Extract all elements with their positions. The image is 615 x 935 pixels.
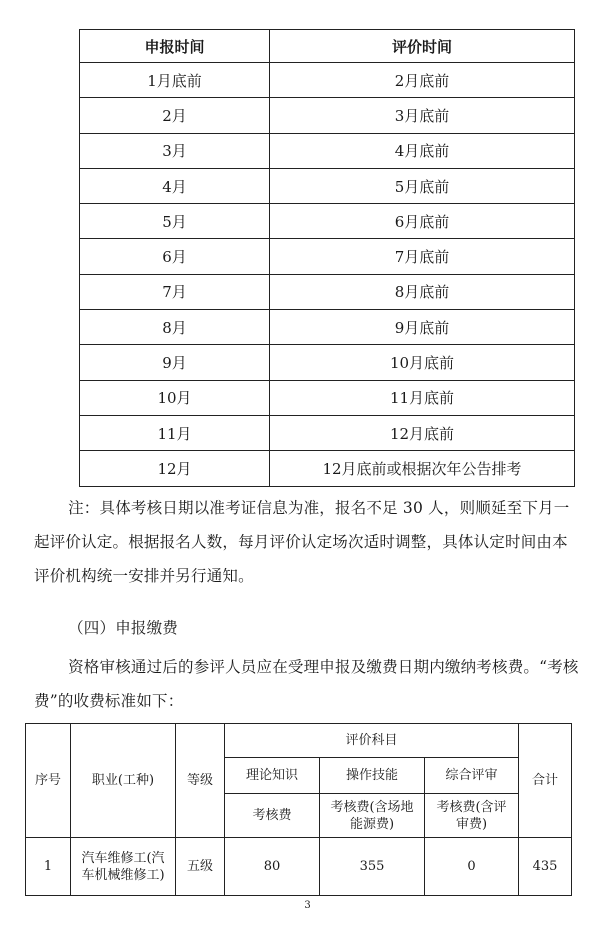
- schedule-row: [80, 204, 575, 239]
- apply-time-cell: 10月: [80, 380, 270, 415]
- evaluation-time-cell: 12月底前: [270, 415, 575, 450]
- apply-time-cell: 6月: [80, 239, 270, 274]
- fee-header-row-1: [26, 724, 572, 758]
- header-seq: 序号: [26, 724, 71, 838]
- evaluation-time-cell: 10月底前: [270, 345, 575, 380]
- header-fee-theory: 考核费: [225, 794, 320, 838]
- note-paragraph: 注：具体考核日期以准考证信息为准，报名不足 30 人，则顺延至下月一起评价认定。根据报名人数，每月评价认定场次适时调整，具体认定时间由本评价机构统一安排并另行通知。: [34, 499, 570, 585]
- schedule-row: [80, 63, 575, 98]
- cell-review-fee: 0: [425, 838, 519, 896]
- apply-time-cell: 4月: [80, 168, 270, 203]
- header-skill: 操作技能: [320, 758, 425, 794]
- header-occupation: 职业(工种): [71, 724, 176, 838]
- schedule-table: [79, 29, 575, 487]
- evaluation-time-cell: 2月底前: [270, 63, 575, 98]
- apply-time-cell: 11月: [80, 415, 270, 450]
- header-fee-review: 考核费(含评审费): [425, 794, 519, 838]
- header-review: 综合评审: [425, 758, 519, 794]
- cell-occupation: 汽车维修工(汽车机械维修工): [71, 838, 176, 896]
- fee-table: [25, 723, 572, 896]
- schedule-row: [80, 415, 575, 450]
- section-heading: （四）申报缴费: [68, 619, 178, 637]
- cell-total: 435: [519, 838, 572, 896]
- apply-time-cell: 7月: [80, 274, 270, 309]
- evaluation-time-cell: 8月底前: [270, 274, 575, 309]
- header-level: 等级: [176, 724, 225, 838]
- apply-time-cell: 8月: [80, 310, 270, 345]
- cell-level: 五级: [176, 838, 225, 896]
- schedule-body: [80, 63, 575, 487]
- page-number: 3: [304, 900, 311, 911]
- cell-theory-fee: 80: [225, 838, 320, 896]
- schedule-row: [80, 310, 575, 345]
- header-total: 合计: [519, 724, 572, 838]
- cell-seq: 1: [26, 838, 71, 896]
- evaluation-time-cell: 9月底前: [270, 310, 575, 345]
- evaluation-time-cell: 6月底前: [270, 204, 575, 239]
- header-theory: 理论知识: [225, 758, 320, 794]
- schedule-row: [80, 239, 575, 274]
- evaluation-time-cell: 11月底前: [270, 380, 575, 415]
- apply-time-cell: 12月: [80, 451, 270, 486]
- fee-data-row: [26, 838, 572, 896]
- apply-time-cell: 5月: [80, 204, 270, 239]
- header-evaluation-time: 评价时间: [270, 30, 575, 63]
- schedule-row: [80, 380, 575, 415]
- apply-time-cell: 9月: [80, 345, 270, 380]
- schedule-row: [80, 168, 575, 203]
- header-fee-skill: 考核费(含场地能源费): [320, 794, 425, 838]
- evaluation-time-cell: 5月底前: [270, 168, 575, 203]
- evaluation-time-cell: 4月底前: [270, 133, 575, 168]
- schedule-row: [80, 98, 575, 133]
- schedule-row: [80, 345, 575, 380]
- evaluation-time-cell: 3月底前: [270, 98, 575, 133]
- schedule-row: [80, 274, 575, 309]
- schedule-row: [80, 133, 575, 168]
- evaluation-time-cell: 7月底前: [270, 239, 575, 274]
- apply-time-cell: 1月底前: [80, 63, 270, 98]
- header-evaluation-subjects: 评价科目: [225, 724, 519, 758]
- apply-time-cell: 3月: [80, 133, 270, 168]
- fee-intro-paragraph: 资格审核通过后的参评人员应在受理申报及缴费日期内缴纳考核费。“考核费”的收费标准如下：: [34, 658, 579, 710]
- apply-time-cell: 2月: [80, 98, 270, 133]
- schedule-row: [80, 451, 575, 486]
- schedule-header-row: [80, 30, 575, 63]
- evaluation-time-cell: 12月底前或根据次年公告排考: [270, 451, 575, 486]
- cell-skill-fee: 355: [320, 838, 425, 896]
- header-apply-time: 申报时间: [80, 30, 270, 63]
